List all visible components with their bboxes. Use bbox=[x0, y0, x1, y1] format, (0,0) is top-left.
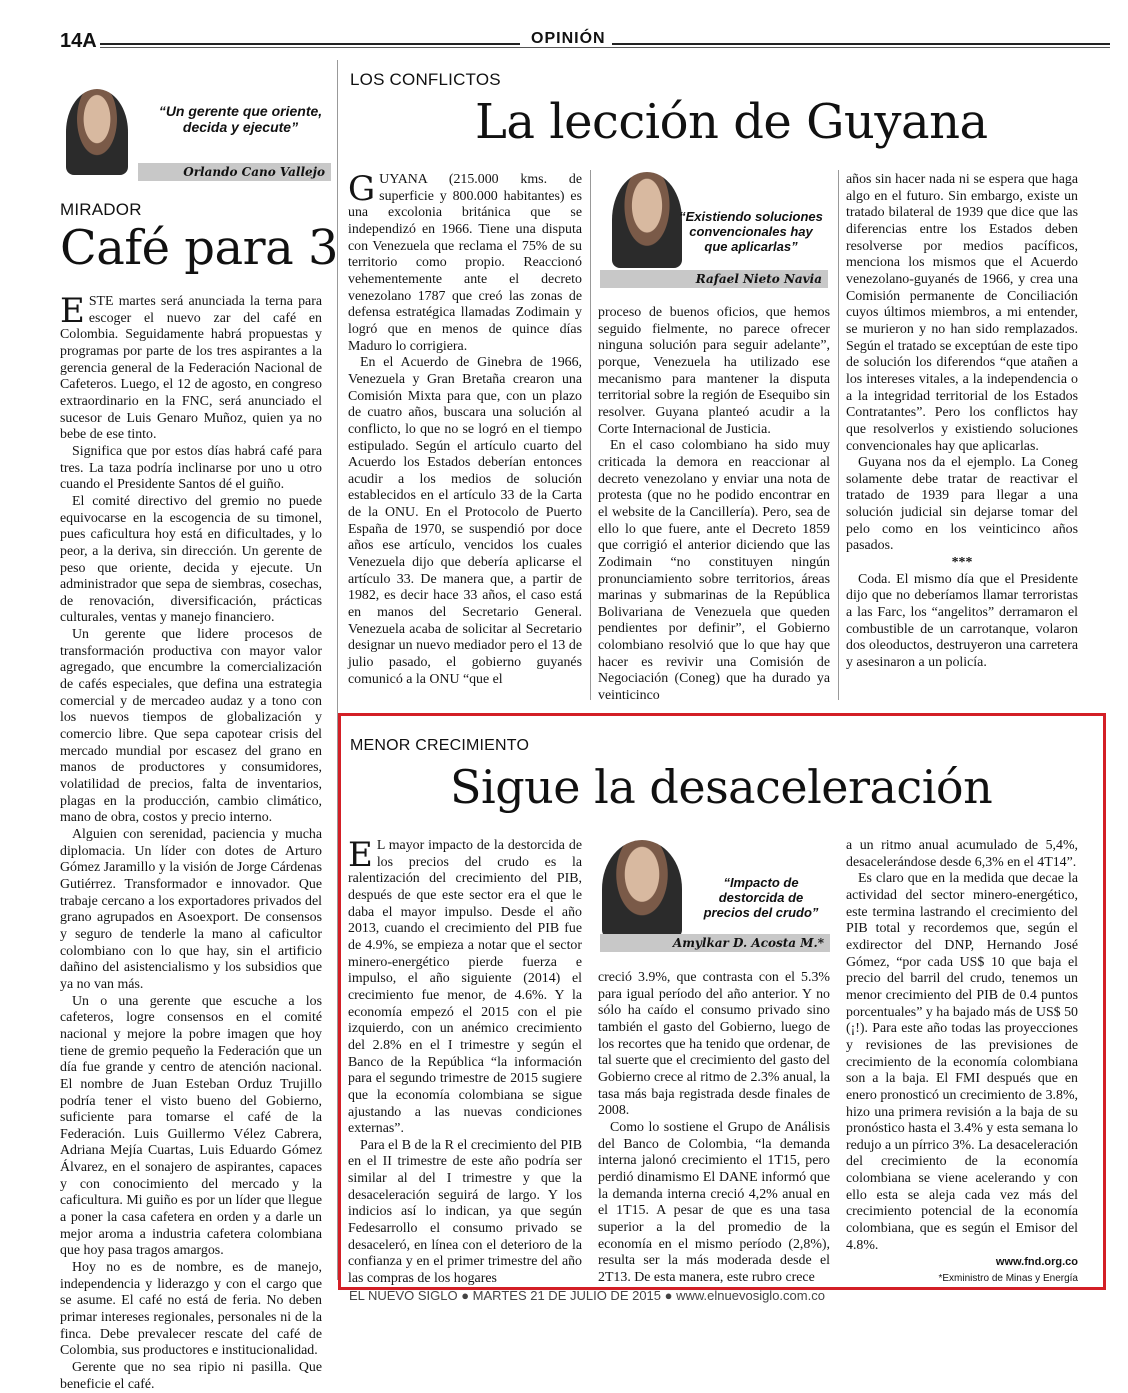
paragraph: Gerente que no sea ripio ni pasilla. Que beneficie el café. bbox=[60, 1360, 322, 1392]
headline: Café para 3 bbox=[60, 220, 338, 276]
author-quote: “Un gerente que oriente, decida y ejecute” bbox=[158, 103, 323, 136]
drop-cap: E bbox=[348, 835, 373, 875]
article-column bbox=[348, 835, 582, 1287]
paragraph: Es claro que en la medida que decae la actividad del sector minero-energético, este termina lastrando el crecimiento del PIB total y recordemos que, según el exdirector del DNP, Hernando José Gómez, “por cada US$ 10 que baja el precio del barril del crudo, tenemos un menor crecimiento del PIB de 0.4 puntos porcentuales” y ha bajado más de US$ 50 (¡!). Para este año todas las proyecciones y revisiones de las previsiones de crecimiento de la economía colombiana son a la baja. El FMI después que en enero pronosticó un crecimiento de 3.8%, hizo una primera revisión a la baja de su pronóstico hasta el 3.4% y esta semana lo redujo a un pírrico 3%. La desaceleración del crecimiento de la economía colombiana se viene acelerando y con ello esta se aleja cada vez más del crecimiento potencial de la economía colombiana, que es según el Emisor del 4.8%. bbox=[846, 871, 1078, 1253]
section-title: OPINIÓN bbox=[531, 30, 606, 47]
page-footer: EL NUEVO SIGLO ● MARTES 21 DE JULIO DE 2015 ● www.elnuevosiglo.com.co bbox=[349, 1288, 825, 1303]
article-column bbox=[598, 970, 830, 1285]
article-body bbox=[60, 291, 322, 1392]
author-photo bbox=[612, 172, 682, 268]
author-name: Orlando Cano Vallejo bbox=[138, 163, 331, 181]
article-column bbox=[598, 305, 830, 704]
drop-cap: G bbox=[348, 169, 376, 209]
article-column bbox=[846, 172, 1078, 697]
author-photo bbox=[66, 89, 128, 175]
paragraph: a un ritmo anual acumulado de 5,4%, desacelerándose desde 6,3% en el 4T14”. bbox=[846, 838, 1078, 870]
website-credit: www.fnd.org.co bbox=[995, 1256, 1078, 1269]
paragraph: Coda. El mismo día que el Presidente dijo que no deberíamos llamar terroristas a las Farc, los “angelitos” derramaron el combustible de un carrotanque, volaron dos oleoductos, destruyeron una carretera y asesinaron a un policía. bbox=[846, 571, 1078, 671]
header-rule bbox=[100, 43, 520, 45]
author-footnote: *Exministro de Minas y Energía bbox=[938, 1273, 1078, 1285]
kicker: MENOR CRECIMIENTO bbox=[350, 737, 530, 754]
header-rule-thin bbox=[100, 47, 1110, 48]
author-quote: “Impacto de destorcida de precios del crudo” bbox=[703, 875, 819, 920]
article-column bbox=[846, 838, 1078, 1285]
paragraph: Para el B de la R el crecimiento del PIB en el II trimestre de este año podría ser similar al del I trimestre y que la desaceleración seguirá de largo. Y los indicios así lo indican, ya que según Fedesarrollo el consumo privado se desaceleró, en línea con el deterioro de la confianza y en el primer trimestre del año las compras de los hogares bbox=[348, 1137, 582, 1287]
header-rule-right bbox=[612, 43, 1110, 45]
paragraph: Un o una gerente que escuche a los cafeteros, logre consensos en el comité nacional y mejore la pobre imagen que hoy tiene de gremio pequeño la Federación que un día fue grande y centro de atención nacional. El nombre de Juan Esteban Orduz Trujillo podría tener el visto bueno del Gobierno, suficiente para tomarse el café de la Federación. Luis Guillermo Vélez Cabrera, Adriana Mejía Cuartas, Luis Eduardo Gómez Álvarez, en el sonajero de aspirantes, capaces y con conocimiento del mercado y la caficultura. Mi guiño es por un líder que llegue a poner la casa cafetera en orden y a darle un mejor aroma a industria cafetera colombiana que hoy pasa tragos amargos. bbox=[60, 993, 322, 1259]
paragraph: Guyana nos da el ejemplo. La Coneg solamente debe tratar de reactivar el tratado de 1939 para llegar a una solución judicial sin dejarse tomar del pelo como en los veinticinco años pasados. bbox=[846, 455, 1078, 554]
paragraph: L mayor impacto de la destorcida de los precios del crudo es la ralentización del crecimiento del PIB, después de que este sector era el que le daba el mayor impulso. Desde el año 2013, cuando el crecimiento del PIB fue de 4.9%, se empieza a notar que el sector minero-energético pierde fuerza e impulso, el año siguiente (2014) el crecimiento fue menor, de 4.6%. Y la economía empezó el 2015 con el pie izquierdo, con un anémico crecimiento del 2.8% en el I trimestre y según el Banco de la República “la información para el segundo trimestre de 2015 sugiere que la economía colombiana se sigue ajustando a las nuevas condiciones externas”. bbox=[348, 838, 582, 1137]
paragraph: STE martes será anunciada la terna para escoger el nuevo zar del café en Colombia. Seguidamente habrá propuestas y programas por parte de los tres aspirantes a la gerencia general de la Federación Nacional de Cafeteros. Luego, el 12 de agosto, en congreso extraordinario en la FNC, será anunciado el sucesor de Luis Genaro Muñoz, quien ya no bebe de ese tinto. bbox=[60, 294, 322, 443]
article-column bbox=[348, 169, 582, 697]
author-name: Amylkar D. Acosta M.* bbox=[600, 934, 830, 952]
kicker: MIRADOR bbox=[60, 200, 142, 219]
author-box-acosta bbox=[598, 836, 832, 956]
headline: La lección de Guyana bbox=[475, 94, 988, 150]
author-box-cano bbox=[58, 83, 333, 183]
paragraph: UYANA (215.000 kms. de superficie y 800.000 habitantes) es una excolonia británica que se independizó en 1966. Tiene una disputa con Venezuela que reclama el 75% de su territorio como propio. Reaccionó vehementemente ante el decreto venezolano 1787 que creó las zonas de defensa estratégica llamadas Zodimain y logró que en menos de quince días Maduro lo corrigiera. bbox=[348, 172, 582, 354]
author-quote: “Existiendo soluciones convencionales hay que aplicarlas” bbox=[679, 209, 823, 254]
paragraph: En el caso colombiano ha sido muy criticada la demora en reaccionar al decreto venezolano y enviar una nota de protesta (que no he podido encontrar en el website de la Cancillería). Pero, sea de ello lo que fuere, ante el Decreto 1859 que corrigió el anterior diciendo que las Zodimain “no constituyen ningún pronunciamiento sobre territorios, áreas marinas y submarinas de la República Bolivariana de Venezuela que queden pendientes por definir”, el Gobierno colombiano resolvió que lo que hay que hacer es revivir una Comisión de Negociación (Coneg) que ha durado ya veinticinco bbox=[598, 438, 830, 704]
drop-cap: E bbox=[60, 291, 85, 331]
headline: Sigue la desaceleración bbox=[450, 760, 993, 814]
column-divider bbox=[590, 170, 591, 700]
paragraph: En el Acuerdo de Ginebra de 1966, Venezuela y Gran Bretaña crearon una Comisión Mixta para que, con un plazo de cuatro años, buscara una solución al conflicto, lo que no se logró en el tiempo estipulado. Según el artículo cuarto del Acuerdo los Estados deberían entonces acudir a los medios de solución establecidos en el artículo 33 de la Carta de la ONU. En el Protocolo de Puerto España de 1970, se suspendió por doce años ese artículo, vencidos los cuales Venezuela dijo que debería aplicarse el artículo 33. De manera que, a partir de 1982, es decir hace 33 años, el caso está en manos del Secretario General. Venezuela acaba de solicitar al Secretario designar un nuevo mediador pero el 13 de julio pasado, el gobierno guyanés comunicó a la ONU “que el bbox=[348, 355, 582, 687]
paragraph: Alguien con serenidad, paciencia y mucha diplomacia. Un líder con dotes de Arturo Gómez Jaramillo y la visión de Jorge Cárdenas Gutiérrez. Transformador e innovador. Que trabaje cercano a los exportadores privados del grano agrupados en Asoexport. De consensos y seguro de tenderle la mano al caficultor colombiano con lo que hay, sin el artificio dañino del asistencialismo y los subsidios que ya no van más. bbox=[60, 827, 322, 992]
paragraph: Un gerente que lidere procesos de transformación productiva con mayor valor agregado, que encumbre la comercialización de cafés especiales, que defina una estrategia comercial y de mercadeo audaz y a tono con los nuevos tiempos de globalización y comercio libre. Que sepa capotear crisis del mercado mundial por escasez del grano en manos de productores y consumidores, volatilidad de precios, falta de inventarios, plagas en la producción, cambio climático, mano de obra, costos y precio interno. bbox=[60, 627, 322, 826]
author-box-nieto bbox=[598, 170, 830, 288]
section-break: *** bbox=[951, 555, 973, 571]
page-number: 14A bbox=[60, 30, 97, 52]
column-divider bbox=[838, 170, 839, 700]
paragraph: El comité directivo del gremio no puede equivocarse en la escogencia de su timonel, pues caficultura hoy está en dificultades, y lo peor, a la deriva, sin dirección. Un gerente de peso que oriente, decida y ejecute. Un administrador que sepa de siembras, cosechas, de renovación, diversificación, prácticas culturales, ventas y manejo financiero. bbox=[60, 493, 322, 626]
paragraph: proceso de buenos oficios, que hemos seguido fielmente, no parece ofrecer ninguna solución para seguir adelante”, porque, Venezuela ha utilizado ese mecanismo para mantener la disputa territorial sobre la región de Esequibo sin resolver. Guyana planteó acudir a la Corte Internacional de Justicia. bbox=[598, 305, 830, 437]
author-name: Rafael Nieto Navia bbox=[600, 270, 828, 288]
paragraph: Hoy no es de nombre, es de manejo, independencia y liderazgo y con el cargo que se asume. El café no está de feria. No deben primar intereses regionales, personales ni de la finca. Debe prevalecer rescate del café de Colombia, sus productores e institucionalidad. bbox=[60, 1260, 322, 1359]
paragraph: Significa que por estos días habrá café para tres. La taza podría inclinarse por uno u otro cuando el Presidente Santos dé el guiño. bbox=[60, 443, 322, 493]
paragraph: Como lo sostiene el Grupo de Análisis del Banco de Colombia, “la demanda interna jalonó crecimiento el 1T15, pero perdió dinamismo El DANE informó que la demanda interna creció 4,2% anual en el 1T15. A pesar de que es una tasa superior a la del promedio de la economía en el mismo período (2,8%), resulta ser la más moderada desde el 2T13. De esta manera, este rubro crece bbox=[598, 1119, 830, 1285]
paragraph: creció 3.9%, que contrasta con el 5.3% para igual período del año anterior. Y no sólo ha caído el consumo privado sino también el gasto del Gobierno, luego de los recortes que ha tenido que ordenar, de tal suerte que el crecimiento del gasto del Gobierno crece al ritmo de 2.3% anual, la tasa más baja registrada desde finales de 2008. bbox=[598, 970, 830, 1119]
author-photo bbox=[602, 840, 682, 938]
kicker: LOS CONFLICTOS bbox=[350, 70, 501, 89]
paragraph: años sin hacer nada ni se espera que haga algo en el futuro. Sin embargo, existe un tratado bilateral de 1939 que dice que las diferencias entre los Estados deben resolverse por medios pacíficos, menciona los mismos que el Acuerdo venezolano-guyanés de 1966, y crea una Comisión permanente de Conciliación cuyos últimos miembros, a mi entender, se murieron y no han sido remplazados. Según el tratado se exceptúan de este tipo de solución los diferendos “que atañen a los intereses vitales, a la independencia o a la integridad territorial de los Estados Contratantes”. Pero los conflictos hay que resolverlos y existiendo soluciones convencionales hay que aplicarlas. bbox=[846, 172, 1078, 454]
